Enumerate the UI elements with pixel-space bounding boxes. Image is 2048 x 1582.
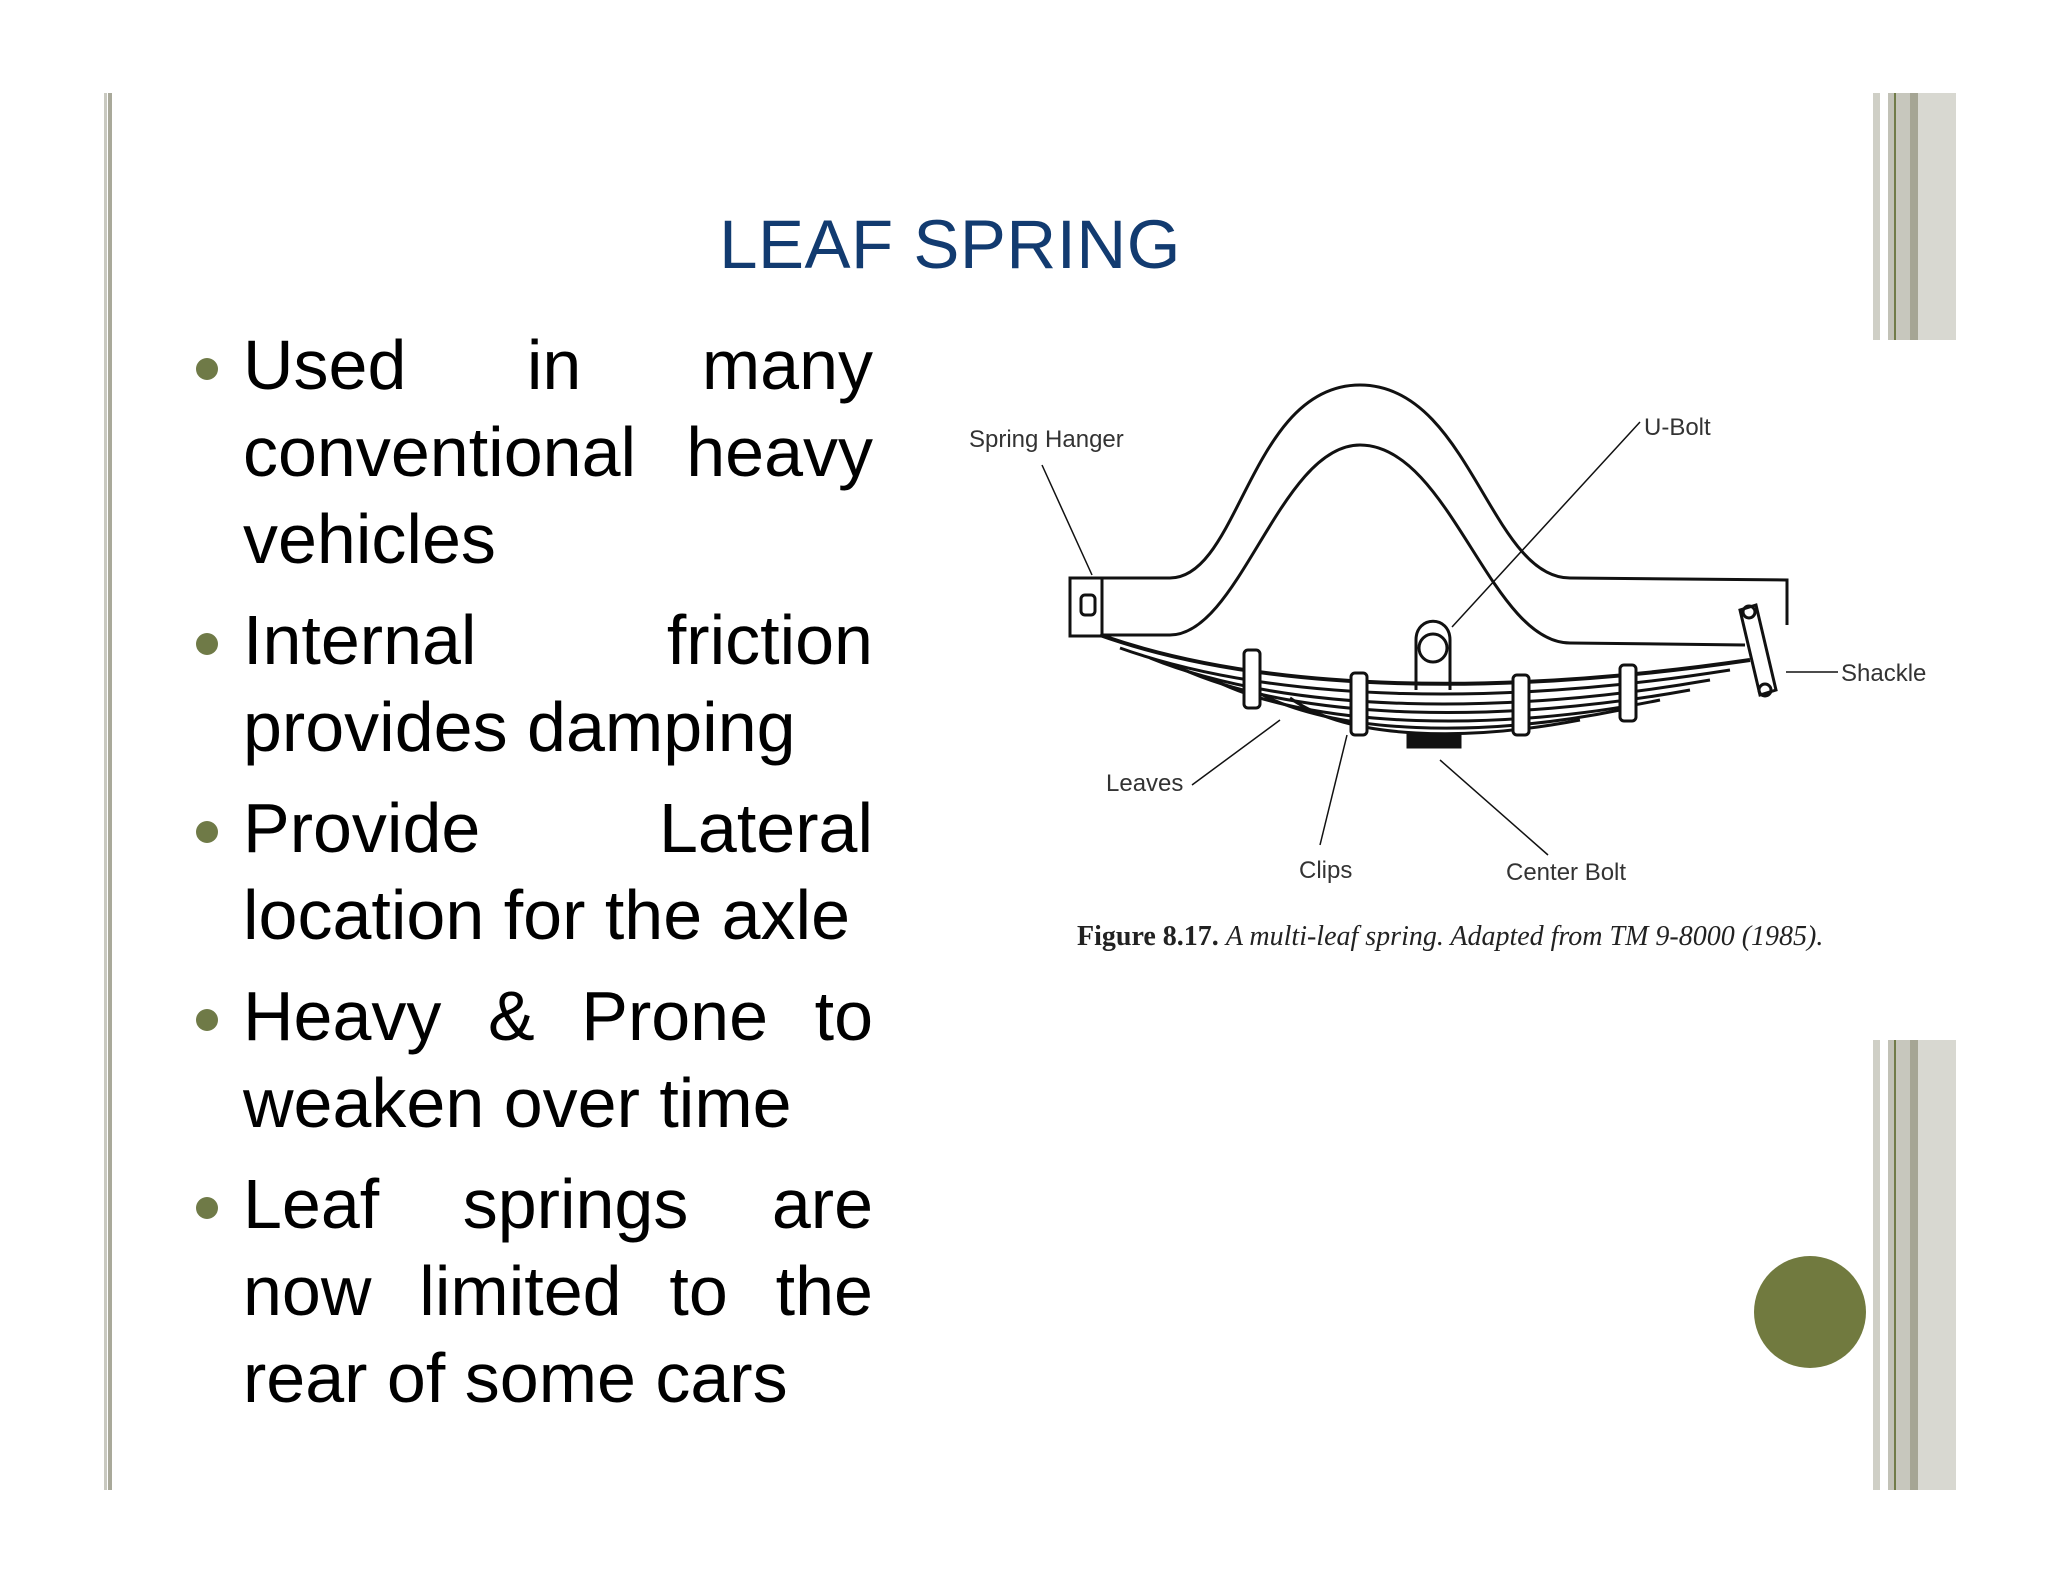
left-border-bar <box>104 93 112 1490</box>
bullet-item: Leaf springs are now limited to the rear of some cars <box>190 1161 873 1422</box>
bullet-item: Internal friction provides damping <box>190 597 873 771</box>
right-border-bar-bottom <box>1873 1040 1956 1490</box>
bullet-item: Heavy & Prone to weaken over time <box>190 973 873 1147</box>
label-clips: Clips <box>1299 857 1353 884</box>
slide-title: LEAF SPRING <box>719 206 1181 283</box>
label-spring-hanger: Spring Hanger <box>969 426 1124 453</box>
figure-caption <box>1077 921 1823 953</box>
label-leaves: Leaves <box>1106 770 1184 797</box>
decorative-circle <box>1754 1256 1866 1368</box>
bullet-list <box>190 322 873 1436</box>
bullet-item: Used in many conventional heavy vehicles <box>190 322 873 583</box>
label-u-bolt: U-Bolt <box>1644 414 1711 441</box>
label-shackle: Shackle <box>1841 660 1927 687</box>
caption-text: A multi-leaf spring. Adapted from TM 9-8000 (1985). <box>1225 921 1824 952</box>
leaf-spring-drawing <box>950 365 1850 965</box>
leaf-spring-figure <box>950 365 1927 965</box>
caption-number: Figure 8.17. <box>1077 921 1219 952</box>
bullet-item: Provide Lateral location for the axle <box>190 785 873 959</box>
label-center-bolt: Center Bolt <box>1506 859 1627 886</box>
